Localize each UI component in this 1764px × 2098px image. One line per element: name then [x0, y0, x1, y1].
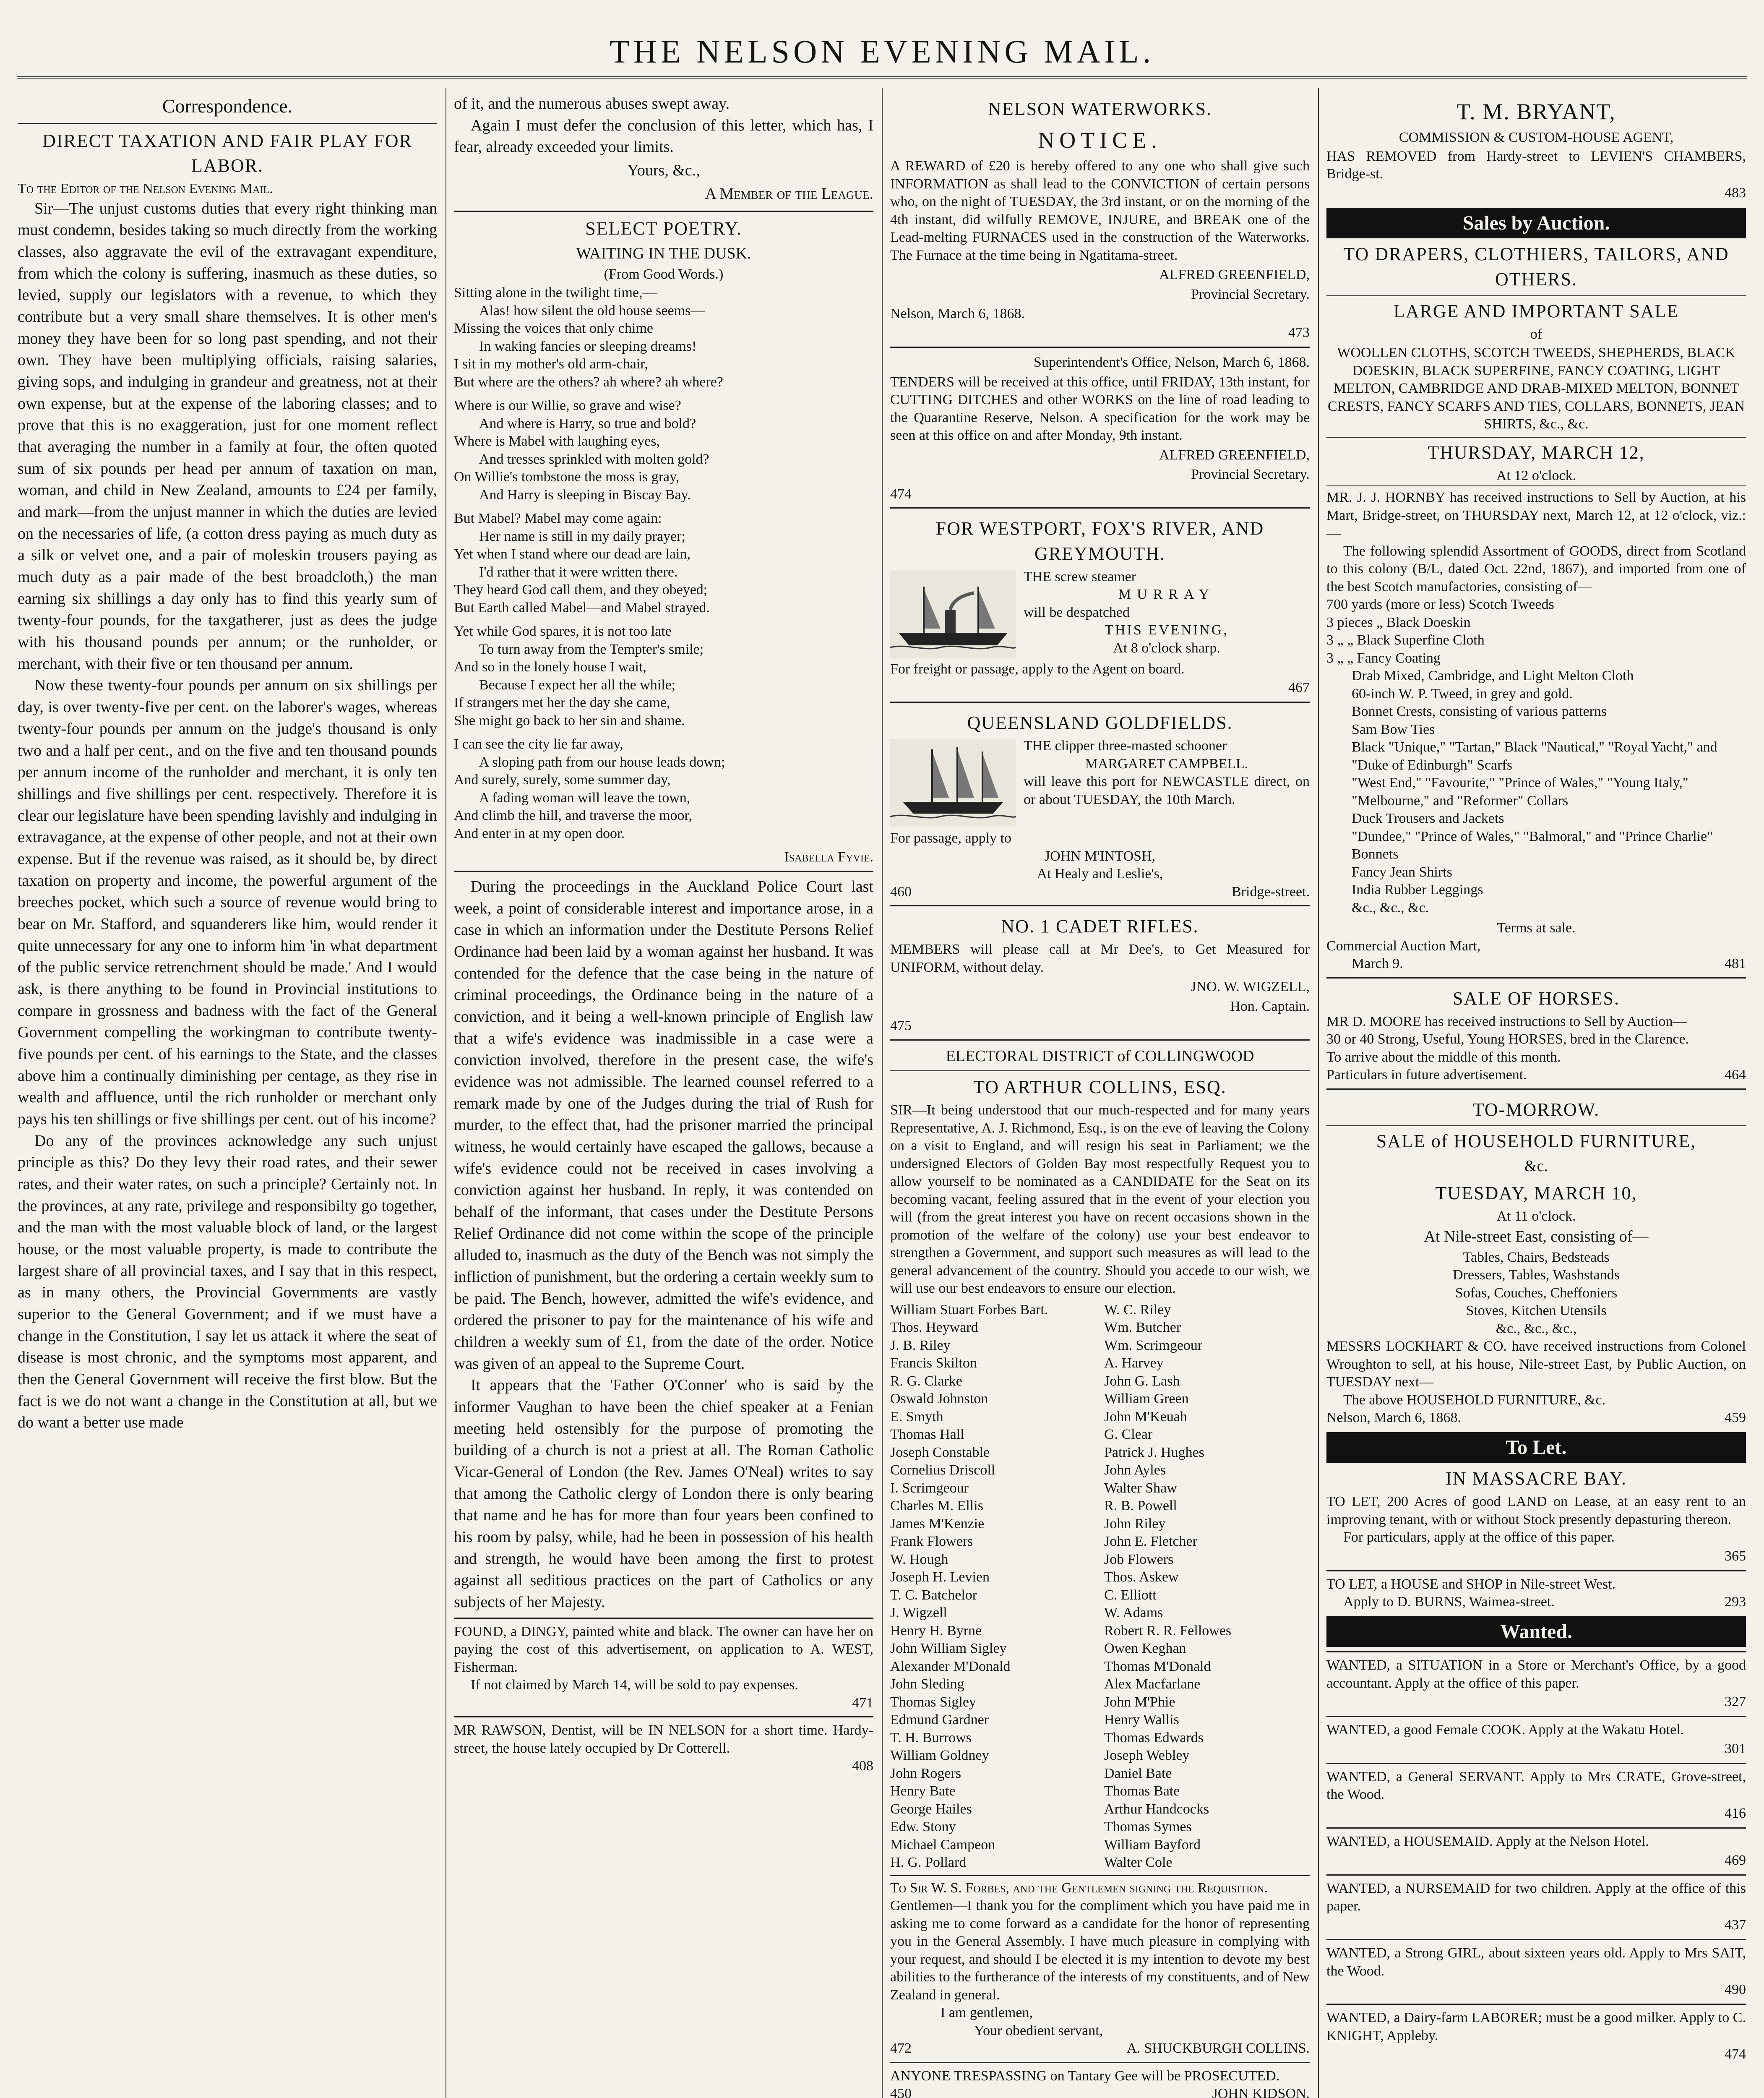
poem-line: And tresses sprinkled with molten gold? [479, 451, 709, 467]
signatories-right [1104, 1301, 1310, 1872]
signatory: John William Sigley [890, 1641, 1007, 1657]
ad-text: ANYONE TRESPASSING on Tantary Gee will be PROSECUTED. [890, 2068, 1280, 2084]
ad-title: QUEENSLAND GOLDFIELDS. [967, 712, 1233, 733]
signatory: Wm. Butcher [1104, 1320, 1181, 1336]
list-item: India Rubber Leggings [1352, 882, 1483, 898]
ad-text: MEMBERS will please call at Mr Dee's, to Get Measured for UNIFORM, without delay. [890, 942, 1310, 975]
ad-footer [1326, 1066, 1746, 1084]
ad-number: 474 [1725, 2046, 1746, 2062]
signatory: Edw. Stony [890, 1819, 956, 1835]
ad-number: 474 [890, 486, 912, 502]
poem-line: To turn away from the Tempter's smile; [479, 641, 704, 657]
signatory: Michael Campeon [890, 1837, 995, 1853]
ad-title: NOTICE. [1038, 127, 1162, 153]
signatory: William Green [1104, 1391, 1189, 1407]
masthead-rule [17, 76, 1747, 79]
furniture-sale-ad [1326, 1088, 1746, 1427]
steamer-ship-icon [890, 570, 1016, 658]
ad-number: 327 [1725, 1694, 1746, 1709]
ad-number: 472 [890, 2041, 912, 2056]
signatory: John M'Phie [1104, 1694, 1175, 1710]
signatory: H. G. Pollard [890, 1855, 967, 1871]
poem-line: They heard God call them, and they obeyed; [454, 582, 708, 598]
signatory: John M'Keuah [1104, 1409, 1187, 1425]
signatory: A. Harvey [1104, 1355, 1164, 1371]
ad-footer [1326, 1593, 1746, 1611]
ad-text: will leave this port for NEWCASTLE direct, on or about TUESDAY, the 10th March. [1024, 774, 1310, 807]
list-item: Black "Unique," "Tartan," Black "Nautical," "Royal Yacht," and "Duke of Edinburgh" Scarfs [1352, 739, 1717, 773]
poem-line: But Mabel? Mabel may come again: [454, 511, 662, 527]
signatory: Thomas Edwards [1104, 1730, 1204, 1746]
ad-text: TENDERS will be received at this office, until FRIDAY, 13th instant, for CUTTING DITCHES and other WORKS on the line of road leading to the Quarantine Reserve, Nelson. A specification for the work may be seen at this office on and after Monday, 9th instant. [890, 374, 1310, 443]
signatory: William Goldney [890, 1748, 989, 1764]
signatory: Owen Keghan [1104, 1641, 1186, 1657]
ad-text: For particulars, apply at the office of this paper. [1343, 1529, 1615, 1545]
list-item: Fancy Jean Shirts [1352, 864, 1452, 880]
ad-date: Superintendent's Office, Nelson, March 6, 1868. [1034, 355, 1310, 370]
ad-signature: Provincial Secretary. [1191, 286, 1310, 302]
signatory: Thomas Bate [1104, 1783, 1180, 1799]
poem-line: A fading woman will leave the town, [479, 790, 690, 806]
signatory: Walter Cole [1104, 1855, 1173, 1871]
ad-number: 460 [890, 884, 912, 900]
ad-text: MR D. MOORE has received instructions to Sell by Auction— [1326, 1013, 1687, 1029]
poetry-heading: SELECT POETRY. [454, 211, 873, 241]
wanted-ad [1326, 2004, 1746, 2064]
poem-source: (From Good Words.) [604, 266, 724, 282]
signatory: J. Wigzell [890, 1605, 947, 1621]
ad-text: TO LET, a HOUSE and SHOP in Nile-street West. [1326, 1576, 1616, 1592]
ad-time: At 12 o'clock. [1496, 467, 1576, 483]
trespass-notice [890, 2062, 1310, 2098]
found-advertisement [454, 1618, 873, 1712]
ad-text: For freight or passage, apply to the Agent on board. [890, 661, 1185, 677]
ad-number: 481 [1725, 956, 1746, 972]
column-three [890, 93, 1310, 2098]
signatory: Henry Wallis [1104, 1712, 1179, 1728]
ad-text: Particulars in future advertisement. [1326, 1067, 1527, 1083]
to-let-section-heading: To Let. [1326, 1432, 1746, 1463]
signatory: W. C. Riley [1104, 1302, 1171, 1318]
ad-closing: Your obedient servant, [974, 2022, 1103, 2038]
poem-line: And Harry is sleeping in Biscay Bay. [479, 487, 691, 503]
list-item: 3 „ „ Fancy Coating [1326, 650, 1441, 666]
list-item: Bonnet Crests, consisting of various patterns [1352, 704, 1607, 720]
ad-title: T. M. BRYANT, [1457, 99, 1616, 124]
ad-text: WANTED, a General SERVANT. Apply to Mrs CRATE, Grove-street, the Wood. [1326, 1769, 1746, 1803]
tenders-notice [890, 347, 1310, 503]
signatory: George Hailes [890, 1801, 972, 1817]
ad-number: 450 [890, 2086, 912, 2098]
poem-line: A sloping path from our house leads down; [479, 754, 725, 770]
ad-text: Terms at sale. [1497, 920, 1576, 936]
ad-number: 416 [1725, 1805, 1746, 1821]
ad-text: WOOLLEN CLOTHS, SCOTCH TWEEDS, SHEPHERDS, BLACK DOESKIN, BLACK SUPERFINE, FANCY COATING, LIGHT MELTON, CAMBRIDGE AND DRAB-MIXED MELTON, BONNET CRESTS, FANCY SCARFS AND TIES, COLLARS, BONNETS, JEAN SHIRTS, &c., &c. [1327, 345, 1745, 432]
signatory: W. Adams [1104, 1605, 1163, 1621]
signatory: J. B. Riley [890, 1337, 951, 1353]
poem-line: Her name is still in my daily prayer; [479, 528, 685, 544]
ad-number: 459 [1725, 1410, 1746, 1426]
ad-number: 467 [1288, 680, 1310, 696]
ad-text: WANTED, a NURSEMAID for two children. Apply at the office of this paper. [1326, 1880, 1746, 1914]
ad-signature: JOHN M'INTOSH, [1044, 848, 1156, 864]
list-item: 700 yards (more or less) Scotch Tweeds [1326, 597, 1554, 613]
ad-time: At 11 o'clock. [1496, 1208, 1576, 1224]
ad-title: NELSON WATERWORKS. [988, 99, 1212, 119]
schooner-ship-icon [890, 739, 1016, 827]
poem-line: And surely, surely, some summer day, [454, 772, 671, 788]
column-four [1326, 93, 1746, 2098]
ad-title: SALE OF HORSES. [1453, 988, 1620, 1009]
wanted-section-heading: Wanted. [1326, 1616, 1746, 1647]
ad-number: 473 [1288, 324, 1310, 340]
letter-continued: of it, and the numerous abuses swept away. [454, 95, 730, 112]
drapers-sale-ad [1326, 242, 1746, 973]
signatory: Henry Bate [890, 1783, 956, 1799]
signatory: Alexander M'Donald [890, 1658, 1011, 1674]
poem-line: And where is Harry, so true and bold? [479, 415, 696, 431]
poem-line: In waking fancies or sleeping dreams! [479, 338, 697, 354]
ad-text: will be despatched [1024, 604, 1130, 620]
signatory: E. Smyth [890, 1409, 943, 1425]
ad-text: Apply to D. BURNS, Waimea-street. [1343, 1594, 1555, 1610]
poem-line: But Earth called Mabel—and Mabel strayed. [454, 600, 710, 616]
signatory: Joseph Constable [890, 1444, 990, 1460]
signatory: Thomas Symes [1104, 1819, 1192, 1835]
ad-text: WANTED, a Strong GIRL, about sixteen years old. Apply to Mrs SAIT, the Wood. [1326, 1945, 1746, 1979]
signatory: T. H. Burrows [890, 1730, 972, 1746]
letter-signature: A Member of the League. [705, 185, 873, 203]
ad-text: FOUND, a DINGY, painted white and black. The owner can have her on paying the cost of this advertisement, on application to A. WEST, Fisherman. [454, 1623, 873, 1675]
ad-text: THIS EVENING, [1105, 622, 1229, 638]
letter-closing: Yours, &c., [627, 162, 700, 180]
ad-date: Nelson, March 6, 1868. [890, 306, 1025, 322]
ship-name: MARGARET CAMPBELL. [1085, 756, 1248, 772]
ad-number: 408 [852, 1758, 873, 1774]
signatory: Cornelius Driscoll [890, 1462, 995, 1478]
signatory: Wm. Scrimgeour [1104, 1337, 1203, 1353]
signatory: Thos. Heyward [890, 1320, 978, 1336]
poem-stanza [454, 736, 873, 843]
wanted-ad [1326, 1827, 1746, 1870]
horses-sale-ad [1326, 977, 1746, 1084]
wanted-ad [1326, 1763, 1746, 1823]
poem-line: Where is our Willie, so grave and wise? [454, 398, 681, 414]
column-two [454, 93, 873, 2098]
signatory: Daniel Bate [1104, 1765, 1172, 1781]
news-paragraph: During the proceedings in the Auckland Police Court last week, a point of considerable interest and importance arose, in a case in which an information under the Destitute Persons Relief Ordinance had been laid by a woman against her husband. It was contended for the defence that the case being in the nature of criminal proceedings, the Ordinance being in the nature of a conviction, and it being a well-known principle of English law that a wife's evidence was inadmissible in a case were a conviction involved, therefore in the present case, the wife's evidence was not admissible. The learned counsel referred to a remark made by one of the Judges during the trial of Rush for murder, to the effect that, had the prisoner married the principal witness, he would certainly have escaped the gallows, because a wife's evidence could not be received in cases involving a conviction against her husband. In reply, it was contended on behalf of the informant, that cases under the Destitute Persons Relief Ordinance did not come within the scope of the principle alluded to, inasmuch as the duty of the Bench was not simply the infliction of punishment, but the ordering a certain weekly sum to be paid. The Bench, however, admitted the wife's evidence, and ordered the prisoner to pay for the maintenance of his wife and children a weekly sum of £1, from the date of the order. Notice was given of an appeal to the Supreme Court. [454, 877, 873, 1373]
news-items [454, 871, 873, 1613]
list-item: Drab Mixed, Cambridge, and Light Melton Cloth [1352, 668, 1634, 684]
ad-text: Gentlemen—I thank you for the compliment which you have paid me in asking me to come forward as a candidate for the honor of representing you in the General Assembly. I have much pleasure in complying with your request, and should I be elected it is my intention to devote my best abilities to the furtherance of the interests of my constituents, and of New Zealand in general. [890, 1898, 1310, 2003]
letter-continued: Again I must defer the conclusion of this letter, which has, I fear, already exceeded your limits. [454, 116, 873, 156]
electoral-requisition [890, 1039, 1310, 2058]
signatory: William Stuart Forbes Bart. [890, 1302, 1048, 1318]
wanted-ad [1326, 1651, 1746, 1712]
poem-line: I'd rather that it were written there. [479, 564, 678, 580]
ad-text: TO LET, 200 Acres of good LAND on Lease, at an easy rent to an improving tenant, with or without Stock presently depasturing thereon. [1326, 1494, 1746, 1527]
poem-line: Yet when I stand where our dead are lain, [454, 546, 690, 562]
ad-signature: ALFRED GREENFIELD, [1159, 267, 1310, 283]
dentist-advertisement [454, 1716, 873, 1775]
list-item: 3 „ „ Black Superfine Cloth [1326, 632, 1485, 648]
ad-text: WANTED, a HOUSEMAID. Apply at the Nelson Hotel. [1326, 1834, 1649, 1850]
ad-text: Commercial Auction Mart, [1326, 938, 1481, 954]
ad-text: To arrive about the middle of this month. [1326, 1049, 1561, 1065]
ad-text: &c. [1524, 1157, 1548, 1175]
signatory: Job Flowers [1104, 1551, 1174, 1567]
ad-number: 437 [1725, 1917, 1746, 1933]
list-item: Dressers, Tables, Washstands [1453, 1267, 1620, 1283]
list-item: 60-inch W. P. Tweed, in grey and gold. [1352, 686, 1573, 702]
wanted-ads [1326, 1651, 1746, 2064]
ad-title: NO. 1 CADET RIFLES. [1001, 916, 1199, 937]
ad-number: 490 [1725, 1982, 1746, 1998]
signatory: Thomas Sigley [890, 1694, 976, 1710]
letter-paragraph: Do any of the provinces acknowledge any such unjust principle as this? Do they levy their road rates, and their sewer rates, and their water rates, on such a principle? Certainly not. In the provinces, at any rate, privilege and responsibilty go together, and the man with the most valuable block of land, or the largest house, or the most valuable property, is made to contribute the largest share of all provincial taxes, and I say that in this respect, as in many others, the Provincial Governments are vastly superior to the General Government; and if we must have a change in the Constitution, I say let us attack it where the seat of disease is most chronic, and the symptoms most apparent, and then the General Government will receive the first blow. But the fact is we do not want a change in the Constitution at all, but we do want a better use made [18, 1132, 437, 1432]
signatory: W. Hough [890, 1551, 948, 1567]
signatory: Francis Skilton [890, 1355, 977, 1371]
list-item: Stoves, Kitchen Utensils [1466, 1303, 1607, 1319]
poem-line: And so in the lonely house I wait, [454, 659, 646, 675]
signatories-left [890, 1301, 1096, 1872]
ad-signature: At Healy and Leslie's, [1037, 866, 1163, 882]
signatory: C. Elliott [1104, 1587, 1157, 1603]
letter-paragraph: Sir—The unjust customs duties that every right thinking man must condemn, besides taking so much directly from the working classes, also aggravate the evil of the extravagant expenditure, from which the colony is suffering, inasmuch as these duties, so levied, supply our legislators with a revenue, to which they contribute but a very small share themselves. It is other men's money they have been for so long past spending, and not their own. They have been multiplying officials, raising salaries, giving sops, and indulging in grandeur and greatness, not at their own expense, but at the expense of the laboring classes; and to prove that this is no exaggeration, just for one moment reflect that averaging the number in a family at four, the often quoted sum of six pounds per head per annum of taxation on man, woman, and child in New Zealand, amounts to £24 per family, and mark—from the unjust manner in which the duties are levied on the necessaries of life, (a cotton dress paying as much duty as a silk or velvet one, and a pair of moleskin trousers paying as much duty as a pair made of the best broadcloth,) the man earning six shillings a day only has to find this yearly sum of twenty-four pounds, for the taxgatherer, just as dees the judge with his thousand pounds per annum; or the runholder, or merchant, with their five or ten thousand per annum. [18, 199, 437, 673]
newspaper-title: THE NELSON EVENING MAIL. [609, 33, 1155, 70]
signatory: R. G. Clarke [890, 1373, 962, 1389]
poem-line: But where are the others? ah where? ah where? [454, 374, 723, 390]
ad-text: MESSRS LOCKHART & CO. have received instructions from Colonel Wroughton to sell, at his house, Nile-street East, by Public Auction, on TUESDAY next— [1326, 1339, 1746, 1390]
ad-signature: JNO. W. WIGZELL, [1191, 979, 1310, 995]
poem-stanza [454, 397, 873, 504]
ad-number: 293 [1725, 1594, 1746, 1610]
article-headline: DIRECT TAXATION AND FAIR PLAY FOR LABOR. [42, 130, 412, 176]
ad-number: 483 [1725, 185, 1746, 201]
ad-text: The above HOUSEHOLD FURNITURE, &c. [1343, 1392, 1606, 1408]
ad-text: WANTED, a SITUATION in a Store or Merchant's Office, by a good accountant. Apply at the office of this paper. [1326, 1657, 1746, 1691]
signatory: John Rogers [890, 1765, 961, 1781]
ad-footer [1326, 1409, 1746, 1427]
ad-text: The following splendid Assortment of GOODS, direct from Scotland to this colony (B/L, dated Oct. 22nd, 1867), and imported from one of the best Scotch manufactories, consisting of— [1326, 543, 1746, 595]
ad-number: 464 [1725, 1067, 1746, 1083]
list-item: "West End," "Favourite," "Prince of Wales," "Young Italy," "Melbourne," and "Reformer" Collars [1352, 775, 1688, 809]
signatory: James M'Kenzie [890, 1516, 985, 1532]
queensland-shipping-ad [890, 702, 1310, 901]
poem-stanza [454, 510, 873, 617]
signatory: Charles M. Ellis [890, 1498, 983, 1514]
poem-line: She might go back to her sin and shame. [454, 712, 685, 728]
poem-line: Missing the voices that only chime [454, 321, 653, 337]
ad-number: 471 [852, 1695, 873, 1711]
list-item: 3 pieces „ Black Doeskin [1326, 614, 1471, 630]
signatory: Edmund Gardner [890, 1712, 989, 1728]
ad-text: A REWARD of £20 is hereby offered to any one who shall give such INFORMATION as shall lead to the CONVICTION of certain persons who, on the night of TUESDAY, the 3rd instant, or on the morning of the 4th instant, did wilfully REMOVE, INJURE, and BREAK one of the Lead-melting FURNACES used in the construction of the Waterworks. The Furnace at the time being in Ngatitama-street. [890, 158, 1310, 263]
section-heading: Correspondence. [18, 93, 437, 124]
ad-footer [1326, 955, 1746, 973]
signatory: I. Scrimgeour [890, 1480, 969, 1496]
ad-footer [890, 2085, 1310, 2098]
ship-name: MURRAY [1118, 587, 1215, 603]
signatory: John Sleding [890, 1676, 964, 1692]
signatory: Walter Shaw [1104, 1480, 1177, 1496]
signatory: Henry H. Byrne [890, 1623, 982, 1639]
list-item: Sam Bow Ties [1352, 721, 1435, 737]
ad-text: If not claimed by March 14, will be sold to pay expenses. [471, 1677, 798, 1693]
poem [454, 284, 873, 843]
ad-number: 469 [1725, 1852, 1746, 1868]
list-item: &c., &c., &c. [1352, 900, 1429, 916]
signatory: Robert R. R. Fellowes [1104, 1623, 1232, 1639]
ad-date: Nelson, March 6, 1868. [1326, 1410, 1462, 1426]
ad-number: 301 [1725, 1741, 1746, 1756]
wanted-ad [1326, 1874, 1746, 1935]
ad-footer [890, 2040, 1310, 2058]
signatory: William Bayford [1104, 1837, 1201, 1853]
poem-line: Sitting alone in the twilight time,— [454, 285, 657, 301]
ad-text: MR RAWSON, Dentist, will be IN NELSON for a short time. Hardy-street, the house lately occupied by Dr Cotterell. [454, 1722, 873, 1756]
ad-text: THE clipper three-masted schooner [1024, 738, 1227, 754]
ad-text: WANTED, a Dairy-farm LABORER; must be a good milker. Apply to C. KNIGHT, Appleby. [1326, 2010, 1746, 2043]
ad-title: TO DRAPERS, CLOTHIERS, TAILORS, AND OTHERS. [1343, 244, 1729, 290]
list-item: Duck Trousers and Jackets [1352, 811, 1504, 827]
signatory: Frank Flowers [890, 1534, 973, 1550]
cadet-rifles-notice [890, 905, 1310, 1035]
ad-footer [890, 883, 1310, 901]
list-item: "Dundee," "Prince of Wales," "Balmoral," and "Prince Charlie" Bonnets [1352, 828, 1713, 862]
signatory: John Ayles [1104, 1462, 1166, 1478]
poem-line: If strangers met her the day she came, [454, 695, 670, 711]
signatory: T. C. Batchelor [890, 1587, 977, 1603]
ad-signature: ALFRED GREENFIELD, [1159, 447, 1310, 463]
list-item: &c., &c., &c., [1496, 1320, 1577, 1336]
ad-title: TO ARTHUR COLLINS, ESQ. [890, 1070, 1310, 1100]
poem-author: Isabella Fyvie. [784, 849, 873, 865]
signatory: John G. Lash [1104, 1373, 1180, 1389]
poem-line: Because I expect her all the while; [479, 677, 676, 693]
list-item: Tables, Chairs, Bedsteads [1463, 1249, 1610, 1265]
poem-line: I can see the city lie far away, [454, 736, 623, 752]
ad-date: TUESDAY, MARCH 10, [1435, 1182, 1637, 1203]
ad-text: At 8 o'clock sharp. [1113, 640, 1220, 656]
news-paragraph: It appears that the 'Father O'Conner' who is said by the informer Vaughan to have been the chief speaker at a Fenian meeting held ostensibly for the purpose of promoting the building of a church is not a priest at all. The Roman Catholic Vicar-General of London (the Rev. James O'Neal) writes to say that among the Catholic clergy of London there is only bearing that name and he has for more than four years been confined to his room by palsy, while, had he been in possession of his health and strength, he would have been among the first to protest against all seditious practices on the part of Catholics or any subjects of her Majesty. [454, 1376, 873, 1611]
letter-paragraph: Now these twenty-four pounds per annum on six shillings per day, is over twenty-five per cent. on the laborer's wages, whereas twenty-four pounds per annum on the judge's thousand is only two and a half per cent., and on the five and ten thousand pounds per annum income of the runholder and merchant, it is only ten shillings and five shillings per cent. respectively. Therefore it is clear our legislature have been spending lavishly and indulging in extravagance, at the expense of other people, and not at their own expense. But if the revenue was raised, as it should be, by direct taxation on property and income, the powerful argument of the breeches pocket, which such a source of revenue would bring to bear on Mr. Stafford, and squanderers like him, would render it quite unnecessary for any one to inform him 'in what department of the public service retrenchment should be made.' And I would ask, is there anything to be found in Provincial institutions to compare in grossness and badness with the fact of the General Government compelling the workingman to contribute twenty-five pounds per cent. of his earnings to the State, and the classes above him a continually diminishing per centage, as they rise in wealth and affluence, until the rich runholder or merchant only pays his ten shillings or five shillings per cent. out of his income? [18, 676, 437, 1128]
ad-title: SALE of HOUSEHOLD FURNITURE, [1326, 1125, 1746, 1154]
signatory: Patrick J. Hughes [1104, 1444, 1204, 1460]
ad-text: HAS REMOVED from Hardy-street to LEVIEN'S CHAMBERS, Bridge-st. [1326, 148, 1746, 182]
to-editor-line: To the Editor of the Nelson Evening Mail. [18, 181, 273, 197]
wanted-ad [1326, 1939, 1746, 1999]
goods-list [1326, 596, 1746, 917]
wanted-ad [1326, 1716, 1746, 1759]
signatory: Arthur Handcocks [1104, 1801, 1209, 1817]
westport-shipping-ad [890, 507, 1310, 697]
poem-stanza [454, 623, 873, 730]
ad-text: For passage, apply to [890, 830, 1011, 846]
ad-title: TO-MORROW. [1472, 1099, 1600, 1120]
shop-to-let-ad [1326, 1570, 1746, 1611]
ad-number: 475 [890, 1018, 912, 1034]
ad-title: IN MASSACRE BAY. [1446, 1468, 1627, 1489]
signatory: Joseph H. Levien [890, 1569, 990, 1585]
ad-text: SIR—It being understood that our much-respected and for many years Representative, A. J. Richmond, Esq., is on the eve of leaving the Colony on a visit to England, and will resign his seat in Parliament; we the undersigned Electors of Golden Bay most respectfully Request you to allow yourself to be nominated as a CANDIDATE for the Seat on its becoming vacant, feeling assured that in the event of your election you will (from the great interest you have on recent occasions shown in the promotion of the welfare of the colony) use your best endeavor to strengthen a Government, and support such measures as will lead to the general advancement of the country. Should you accede to our wish, we will use our best endeavors to ensure our election. [890, 1102, 1310, 1297]
waterworks-notice [890, 97, 1310, 342]
column-divider [1318, 88, 1319, 2098]
column-correspondence [18, 93, 437, 2098]
massacre-bay-ad [1326, 1466, 1746, 1566]
ad-signature: JOHN KIDSON. [1212, 2086, 1310, 2098]
signatory: Thomas M'Donald [1104, 1658, 1211, 1674]
poem-line: On Willie's tombstone the moss is gray, [454, 469, 680, 485]
ad-text: MR. J. J. HORNBY has received instructions to Sell by Auction, at his Mart, Bridge-street, on THURSDAY next, March 12, at 12 o'clock, viz.:— [1326, 485, 1746, 543]
ad-date: THURSDAY, MARCH 12, [1326, 437, 1746, 465]
signatory: Alex Macfarlane [1104, 1676, 1201, 1692]
signatory: John E. Fletcher [1104, 1534, 1197, 1550]
ad-title: ELECTORAL DISTRICT of COLLINGWOOD [946, 1047, 1254, 1065]
reply-heading: To Sir W. S. Forbes, and the Gentlemen signing the Requisition. [890, 1875, 1310, 1897]
ad-signature: Hon. Captain. [1230, 998, 1310, 1014]
poem-line: Alas! how silent the old house seems— [479, 303, 705, 318]
signatory: Oswald Johnston [890, 1391, 988, 1407]
ad-text: 30 or 40 Strong, Useful, Young HORSES, bred in the Clarence. [1326, 1031, 1689, 1047]
poem-line: Yet while God spares, it is not too late [454, 624, 672, 639]
ad-title: LARGE AND IMPORTANT SALE [1326, 295, 1746, 324]
poem-title: WAITING IN THE DUSK. [576, 245, 751, 263]
ad-signature: A. SHUCKBURGH COLLINS. [1126, 2041, 1310, 2056]
poem-line: Where is Mabel with laughing eyes, [454, 433, 660, 449]
ad-signature: Provincial Secretary. [1191, 467, 1310, 482]
ad-text: WANTED, a good Female COOK. Apply at the Wakatu Hotel. [1326, 1722, 1684, 1738]
ad-number: 365 [1725, 1548, 1746, 1564]
ad-text: of [1530, 326, 1543, 342]
bryant-advertisement [1326, 97, 1746, 203]
ad-text: THE screw steamer [1024, 569, 1136, 585]
poem-stanza [454, 284, 873, 391]
masthead [0, 0, 1764, 88]
signatory: G. Clear [1104, 1427, 1153, 1443]
signatory: Joseph Webley [1104, 1748, 1190, 1764]
ad-title: FOR WESTPORT, FOX'S RIVER, AND GREYMOUTH. [935, 518, 1264, 564]
auction-section-heading: Sales by Auction. [1326, 208, 1746, 238]
column-divider [882, 88, 883, 2098]
signatory: Thomas Hall [890, 1427, 964, 1443]
ad-closing: I am gentlemen, [941, 2005, 1033, 2021]
signatory: John Riley [1104, 1516, 1166, 1532]
poem-line: And enter in at my open door. [454, 825, 625, 841]
list-item: Sofas, Couches, Cheffoniers [1455, 1285, 1618, 1301]
ad-text: At Nile-street East, consisting of— [1424, 1228, 1649, 1246]
signatory: R. B. Powell [1104, 1498, 1177, 1514]
furniture-list [1326, 1249, 1746, 1338]
poem-line: And climb the hill, and traverse the moor, [454, 808, 692, 824]
signatories-list [890, 1301, 1310, 1872]
poem-line: I sit in my mother's old arm-chair, [454, 356, 648, 372]
signatory: Thos. Askew [1104, 1569, 1179, 1585]
ad-subtitle: COMMISSION & CUSTOM-HOUSE AGENT, [1399, 130, 1674, 146]
ad-address: Bridge-street. [1232, 884, 1310, 900]
ad-date: March 9. [1352, 956, 1403, 972]
